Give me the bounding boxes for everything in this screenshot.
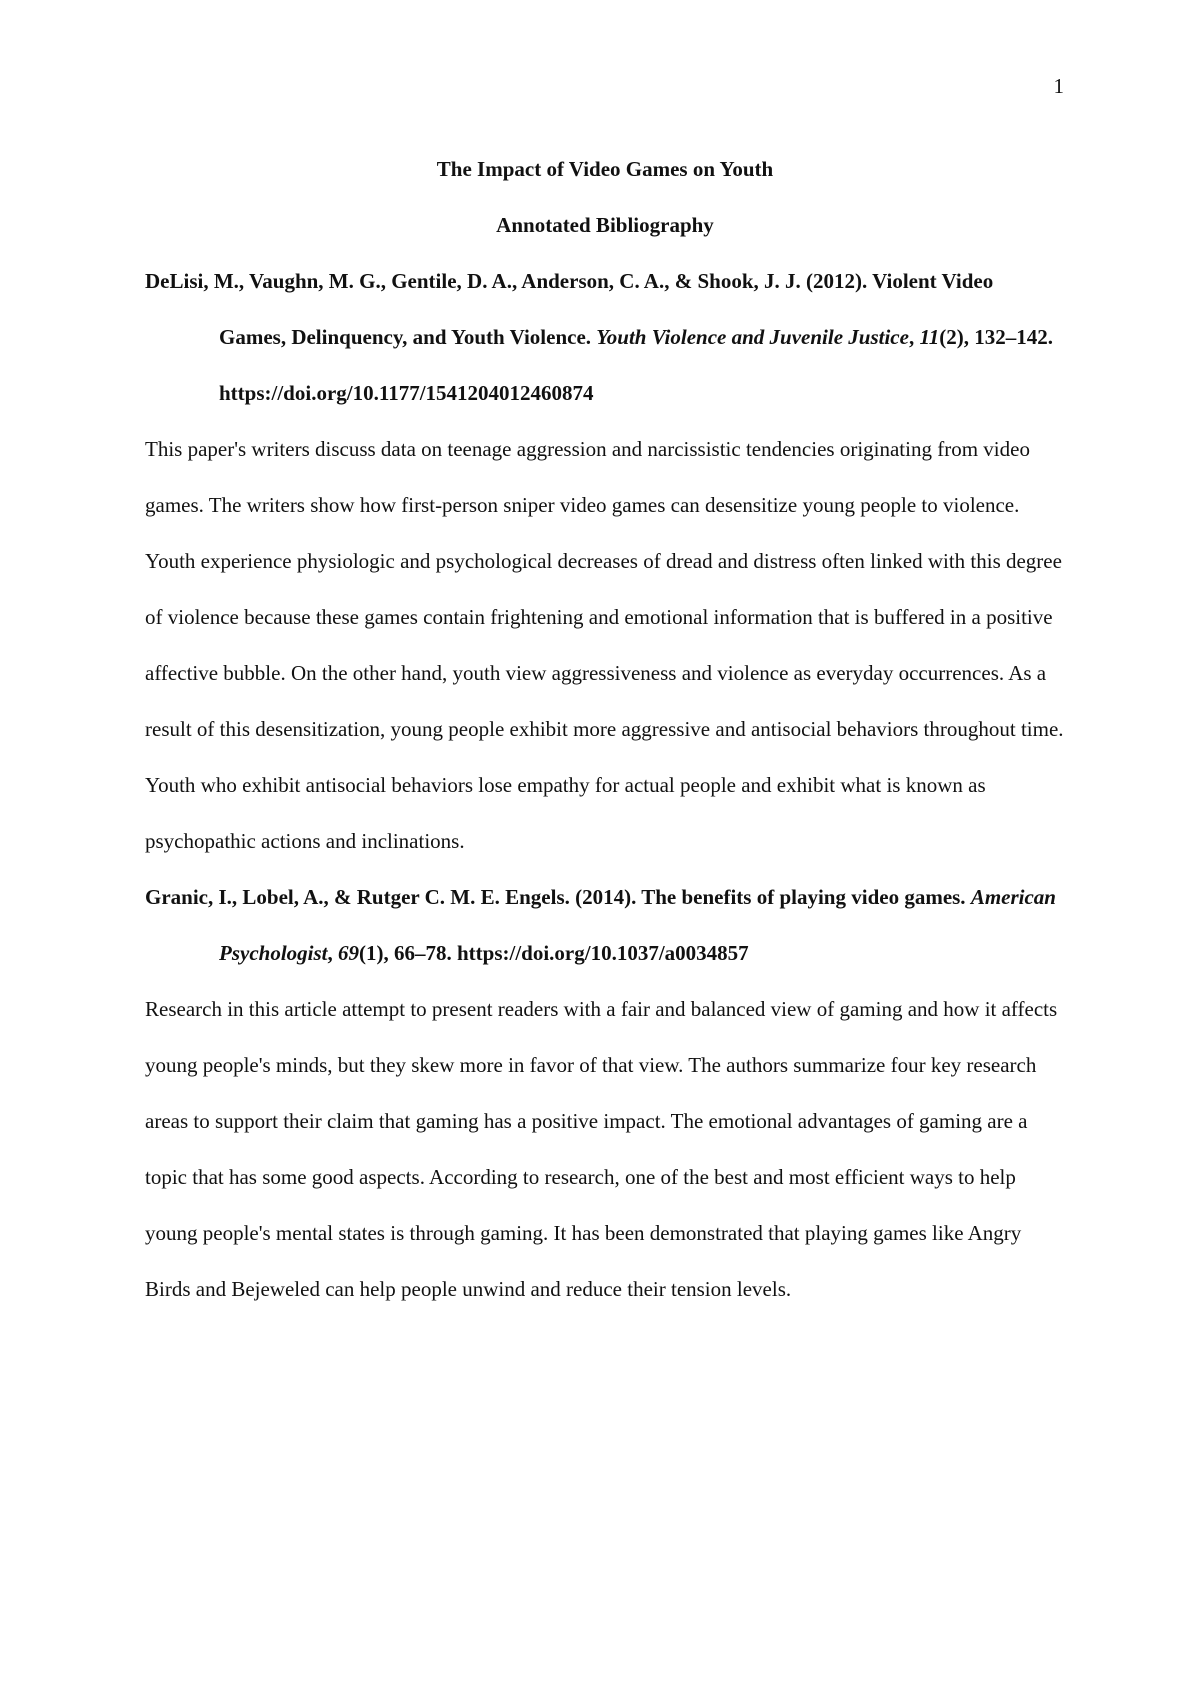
annotation-paragraph: This paper's writers discuss data on teenage aggression and narcissistic tendencies originating from video games. The writers show how first-person sniper video games can desensitize young people to violence. Youth experience physiologic and psychological decreases of dread and distress often linked with this degree of violence because these games contain frightening and emotional information that is buffered in a positive affective bubble. On the other hand, youth view aggressiveness and violence as everyday occurrences. As a result of this desensitization, young people exhibit more aggressive and antisocial behaviors throughout time. Youth who exhibit antisocial behaviors lose empathy for actual people and exhibit what is known as psychopathic actions and inclinations.: [145, 437, 1064, 853]
journal-volume: 69: [338, 941, 359, 965]
reference-lead: Granic, I., Lobel, A., & Rutger C. M. E. Engels. (2014). The benefits of playing video games.: [145, 885, 971, 909]
page-number: 1: [1053, 74, 1064, 98]
reference-entry: [145, 253, 1065, 421]
document-body: [145, 141, 1065, 1317]
journal-title: American Psychologist: [219, 885, 1056, 965]
page-subtitle: Annotated Bibliography: [496, 213, 714, 237]
journal-volume: 11: [919, 325, 940, 349]
page-title: The Impact of Video Games on Youth: [436, 157, 774, 181]
journal-title: Youth Violence and Juvenile Justice: [596, 325, 909, 349]
reference-separator: ,: [908, 325, 920, 349]
reference-separator: ,: [327, 941, 338, 965]
annotation-paragraph: Research in this article attempt to present readers with a fair and balanced view of gaming and how it affects young people's minds, but they skew more in favor of that view. The authors summarize four key research areas to support their claim that gaming has a positive impact. The emotional advantages of gaming are a topic that has some good aspects. According to research, one of the best and most efficient ways to help young people's mental states is through gaming. It has been demonstrated that playing games like Angry Birds and Bejeweled can help people unwind and reduce their tension levels.: [145, 997, 1058, 1301]
reference-issue-pages-doi: (2), 132–142. https://doi.org/10.1177/1541204012460874: [219, 325, 1054, 405]
reference-entry: [145, 869, 1065, 981]
reference-lead: DeLisi, M., Vaughn, M. G., Gentile, D. A., Anderson, C. A., & Shook, J. J. (2012). Violent Video Games, Delinquency, and Youth Violence.: [145, 269, 994, 349]
reference-issue-pages-doi: (1), 66–78. https://doi.org/10.1037/a0034857: [359, 941, 749, 965]
